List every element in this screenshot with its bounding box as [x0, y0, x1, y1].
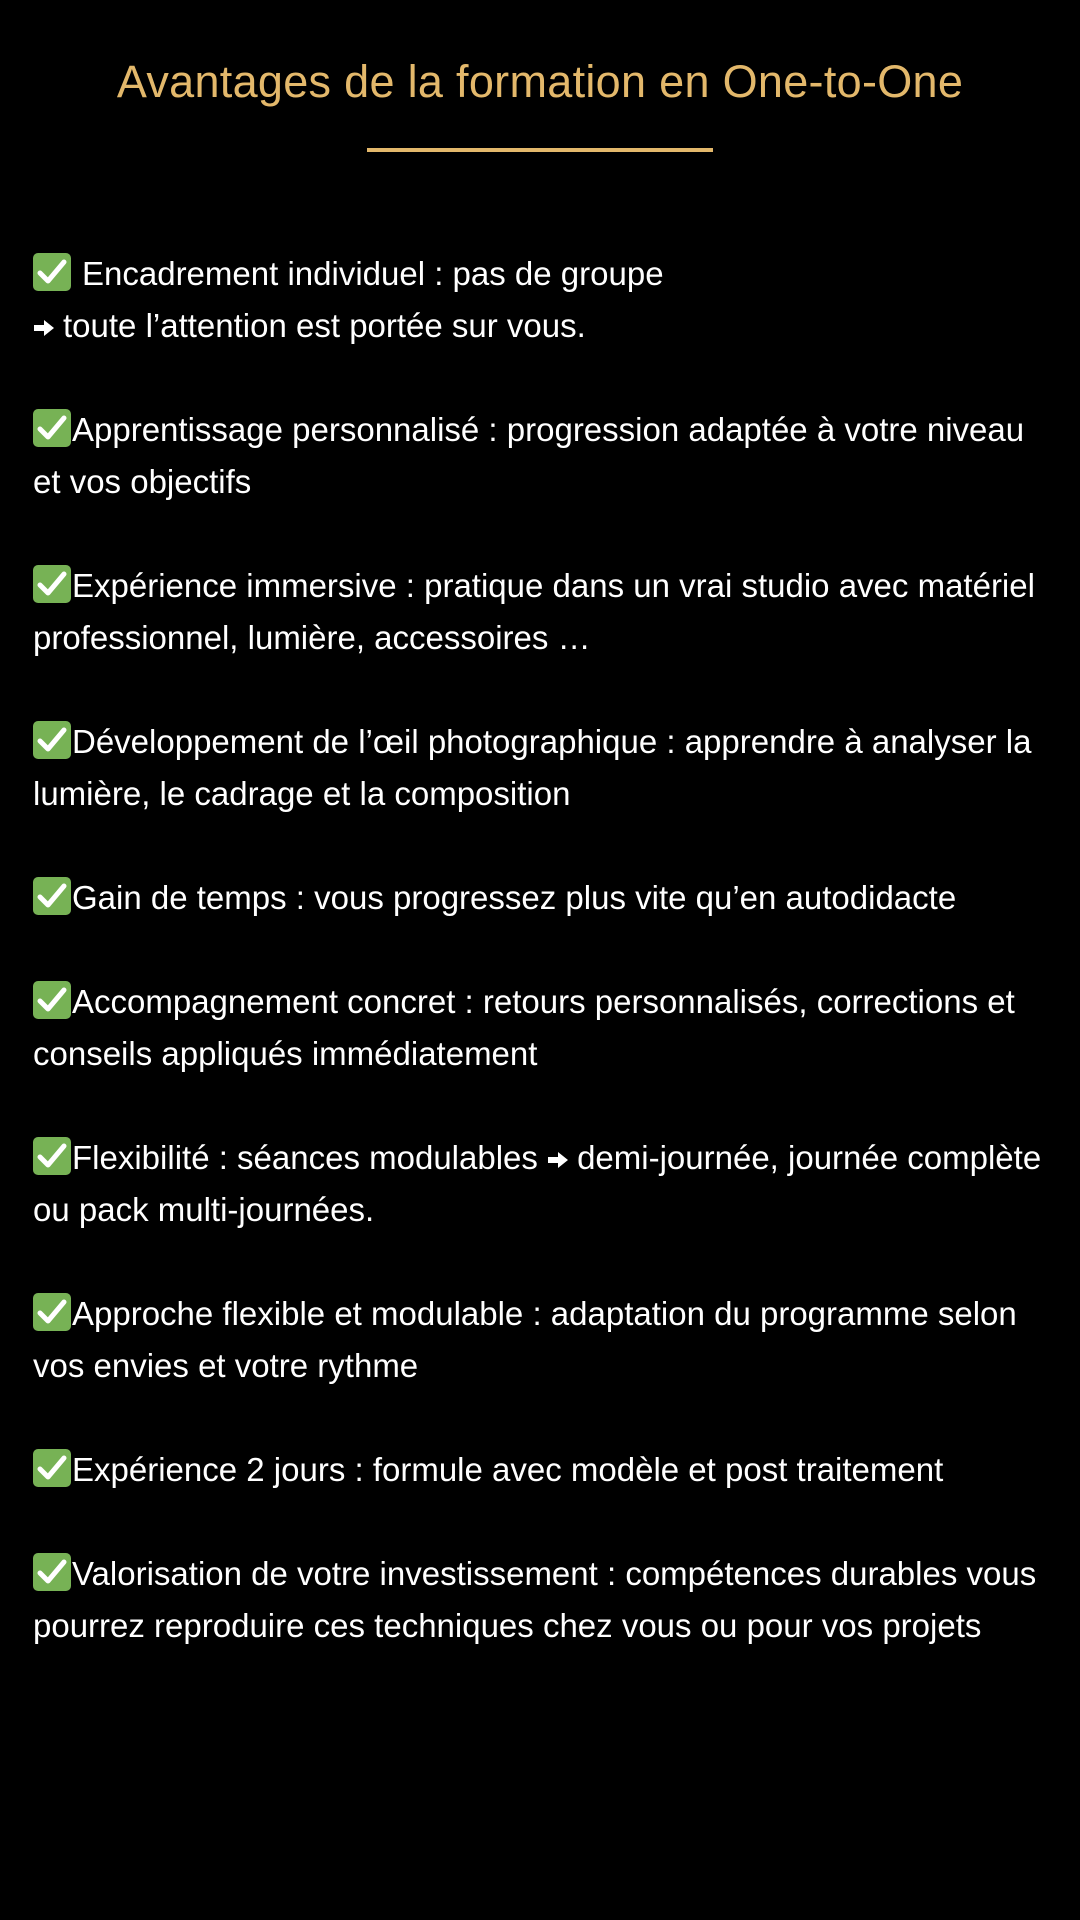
benefit-text: Gain de temps : vous progressez plus vite qu’en autodidacte: [72, 879, 957, 916]
check-mark-icon: [33, 1449, 71, 1487]
page-title: Avantages de la formation en One-to-One: [116, 56, 964, 107]
benefit-item-gain-de-temps: [33, 872, 1053, 924]
check-mark-icon: [33, 877, 71, 915]
benefit-text: Approche flexible et modulable : adaptation du programme selon vos envies et votre rythme: [33, 1295, 1017, 1384]
check-mark-icon: [33, 1293, 71, 1331]
check-mark-icon: [33, 253, 71, 291]
title-underline: [367, 148, 713, 152]
check-mark-icon: [33, 409, 71, 447]
benefit-item-approche-flexible: [33, 1288, 1053, 1392]
benefit-text: Flexibilité : séances modulables: [72, 1139, 538, 1176]
benefit-item-experience-immersive: [33, 560, 1053, 664]
benefit-text: Développement de l’œil photographique : apprendre à analyser la lumière, le cadrage et la composition: [33, 723, 1032, 812]
benefit-text: Accompagnement concret : retours personnalisés, corrections et conseils appliqués immédiatement: [33, 983, 1015, 1072]
benefit-text: Encadrement individuel : pas de groupe: [82, 255, 664, 292]
benefit-text: toute l’attention est portée sur vous.: [63, 307, 586, 344]
benefit-text: Expérience 2 jours : formule avec modèle et post traitement: [72, 1451, 944, 1488]
benefit-text: Expérience immersive : pratique dans un vrai studio avec matériel professionnel, lumière, accessoires …: [33, 567, 1035, 656]
benefits-list: [33, 248, 1053, 1704]
benefit-item-accompagnement: [33, 976, 1053, 1080]
check-mark-icon: [33, 1137, 71, 1175]
benefit-text: demi-journée, journée complète ou pack multi-journées.: [33, 1139, 1042, 1228]
check-mark-icon: [33, 981, 71, 1019]
benefit-item-valorisation: [33, 1548, 1053, 1652]
right-arrow-icon: [33, 318, 55, 338]
check-mark-icon: [33, 565, 71, 603]
benefit-text: Valorisation de votre investissement : compétences durables vous pourrez reproduire ces techniques chez vous ou pour vos projets: [33, 1555, 1037, 1644]
benefit-text: Apprentissage personnalisé : progression adaptée à votre niveau et vos objectifs: [33, 411, 1025, 500]
benefit-item-encadrement: [33, 248, 1053, 352]
benefit-item-flexibilite: [33, 1132, 1053, 1236]
check-mark-icon: [33, 1553, 71, 1591]
check-mark-icon: [33, 721, 71, 759]
right-arrow-icon: [547, 1150, 569, 1170]
benefit-item-experience-2-jours: [33, 1444, 1053, 1496]
benefit-item-apprentissage: [33, 404, 1053, 508]
benefit-item-oeil-photographique: [33, 716, 1053, 820]
